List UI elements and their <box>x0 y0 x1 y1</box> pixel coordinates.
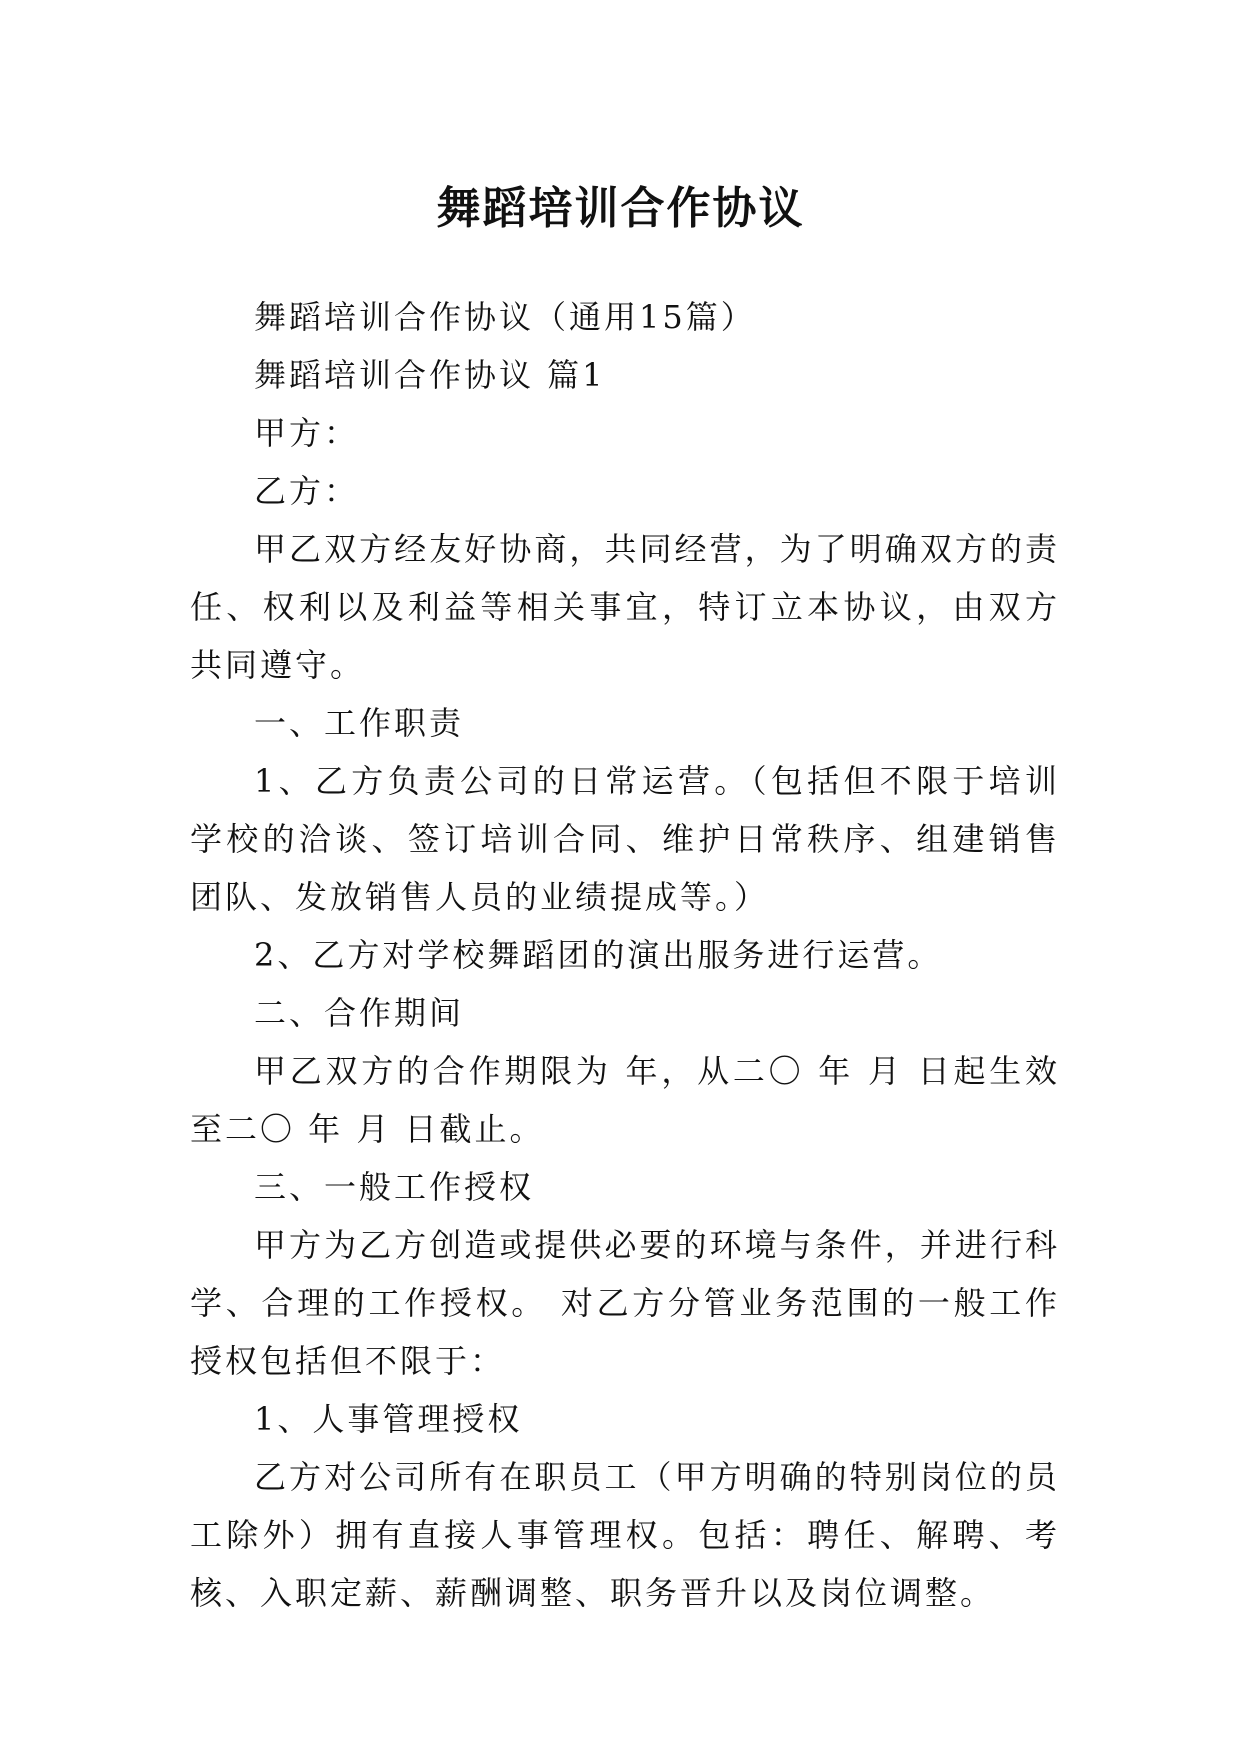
heading-cooperation-period: 二、合作期间 <box>254 994 465 1032</box>
paragraph-party-a: 甲方： <box>254 414 360 452</box>
heading-general-authorization: 三、一般工作授权 <box>254 1168 535 1206</box>
document-body <box>190 288 1060 1622</box>
paragraph-period-terms: 甲乙双方的合作期限为 年，从二〇 年 月 日起生效至二〇 年 月 日截止。 <box>190 1052 1060 1148</box>
document-title: 舞蹈培训合作协议 <box>436 183 805 235</box>
paragraph-duty-2: 2、乙方对学校舞蹈团的演出服务进行运营。 <box>254 936 943 974</box>
paragraph-authorization: 甲方为乙方创造或提供必要的环境与条件，并进行科学、合理的工作授权。 对乙方分管业务范围的一般工作授权包括但不限于： <box>190 1226 1060 1380</box>
paragraph-personnel-rights: 乙方对公司所有在职员工（甲方明确的特别岗位的员工除外）拥有直接人事管理权。包括：聘任、解聘、考核、入职定薪、薪酬调整、职务晋升以及岗位调整。 <box>190 1458 1060 1612</box>
paragraph-party-b: 乙方： <box>254 472 360 510</box>
heading-personnel-authorization: 1、人事管理授权 <box>254 1400 523 1438</box>
paragraph-subtitle: 舞蹈培训合作协议（通用15篇） <box>254 298 756 336</box>
paragraph-preamble: 甲乙双方经友好协商，共同经营，为了明确双方的责任、权利以及利益等相关事宜，特订立本协议，由双方共同遵守。 <box>190 530 1060 684</box>
paragraph-section-heading: 舞蹈培训合作协议 篇1 <box>254 356 606 394</box>
heading-job-duties: 一、工作职责 <box>254 704 465 742</box>
paragraph-duty-1: 1、乙方负责公司的日常运营。（包括但不限于培训学校的洽谈、签订培训合同、维护日常秩序、组建销售团队、发放销售人员的业绩提成等。） <box>190 762 1060 916</box>
